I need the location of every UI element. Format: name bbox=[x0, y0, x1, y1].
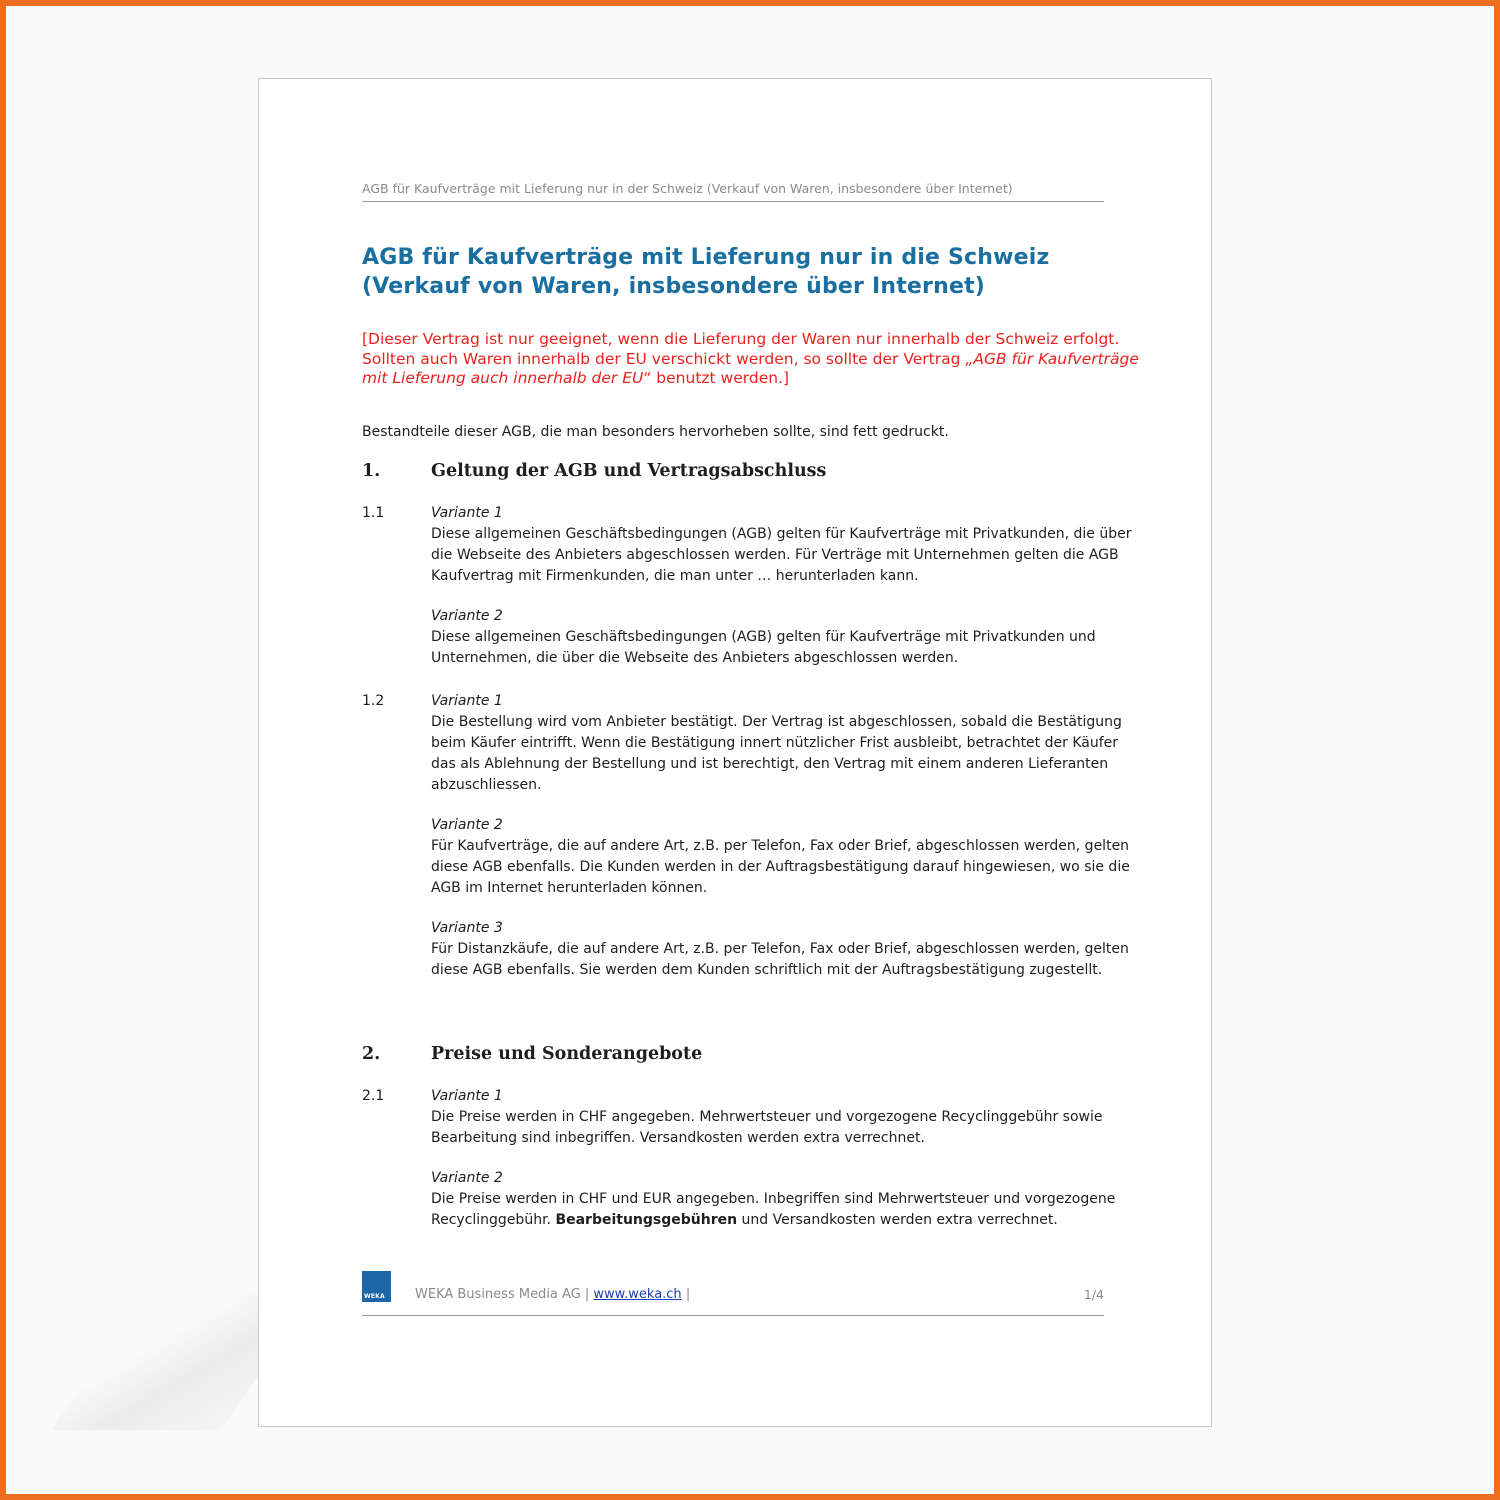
section-title: Geltung der AGB und Vertragsabschluss bbox=[431, 461, 827, 481]
usage-note-text: [Dieser Vertrag ist nur geeignet, wenn die Lieferung der Waren nur innerhalb der Schweiz erfolgt. Sollten auch Waren innerhalb der EU verschickt werden, so sollte der Vertrag bbox=[362, 330, 1120, 368]
section-number: 2. bbox=[362, 1044, 381, 1064]
section-number: 1. bbox=[362, 461, 381, 481]
variant-text: Diese allgemeinen Geschäftsbedingungen (AGB) gelten für Kaufverträge mit Privatkunden und Unternehmen, die über die Webseite des Anbieters abgeschlossen werden. bbox=[431, 629, 1096, 666]
variant-label: Variante 1 bbox=[431, 693, 503, 709]
variant-text-end: und Versandkosten werden extra verrechnet. bbox=[737, 1212, 1058, 1228]
clause-body bbox=[431, 691, 1139, 1000]
document-title bbox=[362, 243, 1122, 301]
variant-text: Die Bestellung wird vom Anbieter bestätigt. Der Vertrag ist abgeschlossen, sobald die Bestätigung beim Käufer eintrifft. Wenn die Bestätigung innert nützlicher Frist ausbleibt, betrachtet der Käufer das als Ablehnung der Bestellung und ist berechtigt, den Vertrag mit einem anderen Lieferanten abzuschliessen. bbox=[431, 714, 1122, 793]
clause-body bbox=[431, 1086, 1139, 1250]
variant bbox=[431, 1086, 1139, 1149]
variant-label: Variante 2 bbox=[431, 608, 503, 624]
variant bbox=[431, 691, 1139, 796]
variant-text bbox=[431, 1189, 1139, 1231]
variant-text: Die Preise werden in CHF angegeben. Mehrwertsteuer und vorgezogene Recyclinggebühr sowie Bearbeitung sind inbegriffen. Versandkosten werden extra verrechnet. bbox=[431, 1109, 1103, 1146]
running-header: AGB für Kaufverträge mit Lieferung nur in der Schweiz (Verkauf von Waren, insbesondere über Internet) bbox=[362, 181, 1104, 202]
variant-text: Für Distanzkäufe, die auf andere Art, z.B. per Telefon, Fax oder Brief, abgeschlossen werden, gelten diese AGB ebenfalls. Sie werden dem Kunden schriftlich mit der Auftragsbestätigung zugestellt. bbox=[431, 941, 1129, 978]
page-footer bbox=[362, 1271, 1104, 1316]
usage-note-end: “ benutzt werden.] bbox=[643, 369, 790, 387]
variant bbox=[431, 918, 1139, 981]
variant-label: Variante 1 bbox=[431, 1088, 503, 1104]
variant-label: Variante 1 bbox=[431, 505, 503, 521]
usage-note bbox=[362, 330, 1142, 389]
usage-note-italic: „AGB für Kaufverträge mit Lieferung auch innerhalb der EU bbox=[362, 349, 1139, 387]
variant bbox=[431, 1168, 1139, 1231]
variant bbox=[431, 606, 1139, 669]
clause-number: 1.1 bbox=[362, 505, 385, 521]
intro-paragraph: Bestandteile dieser AGB, die man besonders hervorheben sollte, sind fett gedruckt. bbox=[362, 424, 949, 440]
title-line-2: (Verkauf von Waren, insbesondere über Internet) bbox=[362, 274, 986, 299]
variant-label: Variante 3 bbox=[431, 920, 503, 936]
clause-body bbox=[431, 503, 1139, 688]
footer-company: WEKA Business Media AG | bbox=[415, 1287, 590, 1302]
logo-text: WEKA bbox=[364, 1293, 385, 1300]
weka-logo bbox=[362, 1271, 391, 1302]
variant-text: Für Kaufverträge, die auf andere Art, z.B. per Telefon, Fax oder Brief, abgeschlossen werden, gelten diese AGB ebenfalls. Die Kunden werden in der Auftragsbestätigung darauf hingewiesen, wo sie die AGB im Internet herunterladen können. bbox=[431, 838, 1130, 896]
variant-label: Variante 2 bbox=[431, 817, 503, 833]
title-line-1: AGB für Kaufverträge mit Lieferung nur in die Schweiz bbox=[362, 245, 1050, 270]
variant-text: Diese allgemeinen Geschäftsbedingungen (AGB) gelten für Kaufverträge mit Privatkunden, die über die Webseite des Anbieters abgeschlossen werden. Für Verträge mit Unternehmen gelten die AGB Kaufvertrag mit Firmenkunden, die man unter … herunterladen kann. bbox=[431, 526, 1132, 584]
footer-website-link[interactable]: www.weka.ch bbox=[593, 1287, 682, 1302]
variant bbox=[431, 503, 1139, 587]
clause-number: 2.1 bbox=[362, 1088, 385, 1104]
variant bbox=[431, 815, 1139, 899]
document-page bbox=[258, 78, 1212, 1427]
variant-text-start: Die Preise werden in CHF und EUR angegeben. Inbegriffen sind Mehrwertsteuer und vorgezogene Recyclinggebühr. bbox=[431, 1191, 1116, 1228]
clause-number: 1.2 bbox=[362, 693, 385, 709]
variant-text-bold: Bearbeitungsgebühren bbox=[555, 1212, 738, 1228]
footer-text bbox=[415, 1287, 690, 1302]
footer-separator: | bbox=[685, 1287, 691, 1302]
variant-label: Variante 2 bbox=[431, 1170, 503, 1186]
section-title: Preise und Sonderangebote bbox=[431, 1044, 703, 1064]
page-number: 1/4 bbox=[1083, 1287, 1104, 1302]
